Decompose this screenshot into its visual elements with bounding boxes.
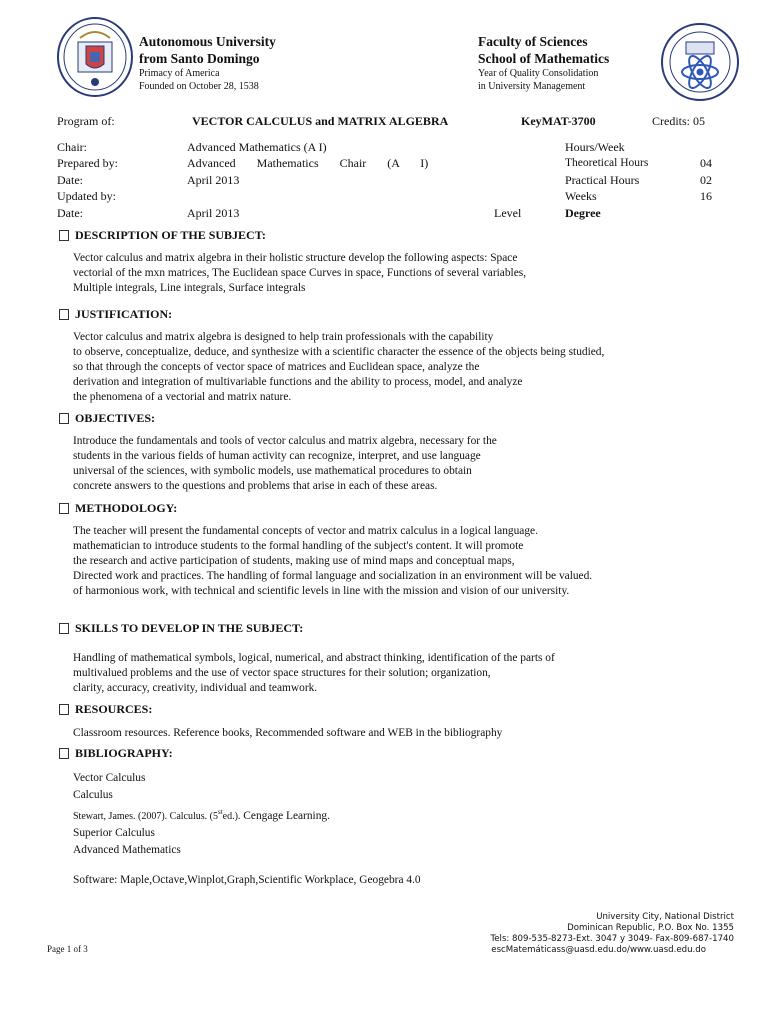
theoretical-hours-label: Theoretical Hours: [565, 157, 649, 169]
checkbox-bullet-icon: [59, 503, 69, 514]
description-body: [73, 251, 526, 296]
text-line: derivation and integration of multivariable functions and the ability to process, model, and analyze: [73, 376, 523, 388]
footer-line: University City, National District: [596, 912, 734, 922]
theoretical-hours-value: 04: [700, 156, 712, 170]
footer-line: Tels: 809-535-8273-Ext. 3047 y 3049- Fax-809-687-1740: [490, 934, 734, 944]
page-number: Page 1 of 3: [47, 944, 88, 954]
program-key: KeyMAT-3700: [521, 114, 596, 128]
university-name-line1: Autonomous University: [139, 34, 276, 49]
section-title: BIBLIOGRAPHY:: [75, 746, 173, 760]
text-line: vectorial of the mxn matrices, The Euclidean space Curves in space, Functions of several variables,: [73, 267, 527, 279]
software-line: Software: Maple,Octave,Winplot,Graph,Scientific Workplace, Geogebra 4.0: [73, 874, 421, 886]
section-title: METHODOLOGY:: [75, 501, 178, 515]
section-heading-methodology: [59, 501, 177, 516]
citation-main: Stewart, James. (2007). Calculus. (5: [73, 810, 218, 822]
university-name-line2: from Santo Domingo: [139, 51, 260, 66]
text-line: mathematician to introduce students to the formal handling of the subject's content. It will promote: [73, 540, 524, 552]
resources-body: [73, 726, 502, 741]
atom-science-seal-icon: [660, 22, 740, 102]
faculty-name-line2: School of Mathematics: [478, 51, 610, 66]
bibliography-body: [73, 770, 330, 859]
weeks-value: 16: [700, 189, 712, 203]
text-line: Directed work and practices. The handling of formal language and socialization in an environment will be valued.: [73, 570, 593, 582]
text-line: of harmonious work, with technical and scientific levels in line with the mission and vision of our university.: [73, 585, 570, 597]
checkbox-bullet-icon: [59, 413, 69, 424]
bibliography-item: Advanced Mathematics: [73, 843, 181, 856]
text-line: universal of the sciences, with symbolic models, use mathematical procedures to obtain: [73, 465, 472, 477]
section-title: RESOURCES:: [75, 702, 153, 716]
text-line: multivalued problems and the use of vector space structures for their solution; organization,: [73, 667, 491, 679]
weeks-label: Weeks: [565, 189, 597, 203]
university-subtitle2: Founded on October 28, 1538: [139, 81, 259, 92]
date-label: Date:: [57, 173, 83, 187]
program-credits: Credits: 05: [652, 114, 705, 128]
chair-value: Advanced Mathematics (A I): [187, 140, 327, 154]
level-label: Level: [494, 206, 522, 220]
practical-hours-value: 02: [700, 173, 712, 187]
text-line: Handling of mathematical symbols, logical, numerical, and abstract thinking, identification of the parts of: [73, 652, 555, 664]
citation-edition: ed.).: [222, 810, 241, 822]
university-subtitle1: Primacy of America: [139, 68, 220, 79]
bibliography-item-stewart: [73, 804, 330, 825]
checkbox-bullet-icon: [59, 704, 69, 715]
section-heading-objectives: [59, 411, 155, 426]
checkbox-bullet-icon: [59, 623, 69, 634]
section-title: OBJECTIVES:: [75, 411, 156, 425]
date-value: April 2013: [187, 173, 240, 187]
bibliography-item: Vector Calculus: [73, 772, 146, 784]
program-title: VECTOR CALCULUS and MATRIX ALGEBRA: [192, 114, 449, 128]
bibliography-item: Calculus: [73, 789, 113, 801]
footer-line: Dominican Republic, P.O. Box No. 1355: [567, 923, 734, 933]
section-heading-resources: [59, 702, 152, 717]
chair-label: Chair:: [57, 140, 87, 154]
checkbox-bullet-icon: [59, 748, 69, 759]
faculty-subtitle1: Year of Quality Consolidation: [478, 68, 599, 79]
section-heading-description: [59, 228, 266, 243]
text-line: Introduce the fundamentals and tools of vector calculus and matrix algebra, necessary for the: [73, 435, 497, 447]
university-name-block: [139, 33, 276, 93]
text-line: so that through the concepts of vector space of matrices and Euclidean space, analyze the: [73, 361, 480, 373]
section-heading-justification: [59, 307, 172, 322]
text-line: to observe, conceptualize, deduce, and synthesize with a scientific character the essence of the objects being studied,: [73, 346, 605, 358]
citation-superscript: st: [217, 808, 223, 816]
text-line: students in the various fields of human activity can recognize, interpret, and use language: [73, 450, 481, 462]
citation-publisher: Cengage Learning.: [240, 809, 330, 822]
prepared-value: Advanced Mathematics Chair (A I): [187, 156, 429, 170]
text-line: Multiple integrals, Line integrals, Surface integrals: [73, 282, 306, 294]
methodology-body: [73, 524, 592, 599]
text-line: Vector calculus and matrix algebra in their holistic structure develop the following aspects: Space: [73, 252, 518, 264]
faculty-subtitle2: in University Management: [478, 81, 586, 92]
date2-label: Date:: [57, 206, 83, 220]
faculty-name-line1: Faculty of Sciences: [478, 34, 588, 49]
text-line: Vector calculus and matrix algebra is designed to help train professionals with the capability: [73, 331, 494, 343]
level-value: Degree: [565, 206, 601, 220]
faculty-name-block: [478, 33, 609, 93]
text-line: the phenomena of a vectorial and matrix nature.: [73, 391, 292, 403]
footer-line: escMatemáticass@uasd.edu.do/www.uasd.edu.do: [491, 945, 706, 955]
section-title: SKILLS TO DEVELOP IN THE SUBJECT:: [75, 621, 304, 635]
prepared-label: Prepared by:: [57, 156, 118, 170]
objectives-body: [73, 434, 497, 494]
footer-address-block: [334, 912, 734, 956]
section-heading-skills: [59, 621, 303, 636]
section-title: DESCRIPTION OF THE SUBJECT:: [75, 228, 266, 242]
skills-body: [73, 651, 555, 696]
university-seal-icon: [56, 16, 134, 98]
date2-value: April 2013: [187, 206, 240, 220]
section-heading-bibliography: [59, 746, 173, 761]
justification-body: [73, 330, 604, 405]
program-label: Program of:: [57, 114, 115, 128]
text-line: clarity, accuracy, creativity, individual and teamwork.: [73, 682, 318, 694]
practical-hours-label: Practical Hours: [565, 173, 640, 187]
hours-week-label: Hours/Week: [565, 140, 625, 154]
section-title: JUSTIFICATION:: [75, 307, 173, 321]
text-line: Classroom resources. Reference books, Recommended software and WEB in the bibliography: [73, 727, 503, 739]
bibliography-item: Superior Calculus: [73, 826, 155, 839]
updated-label: Updated by:: [57, 189, 116, 203]
text-line: The teacher will present the fundamental concepts of vector and matrix calculus in a logical language.: [73, 525, 538, 537]
checkbox-bullet-icon: [59, 230, 69, 241]
text-line: concrete answers to the questions and problems that arise in each of these areas.: [73, 480, 438, 492]
text-line: the research and active participation of students, making use of mind maps and conceptual maps,: [73, 555, 515, 567]
checkbox-bullet-icon: [59, 309, 69, 320]
